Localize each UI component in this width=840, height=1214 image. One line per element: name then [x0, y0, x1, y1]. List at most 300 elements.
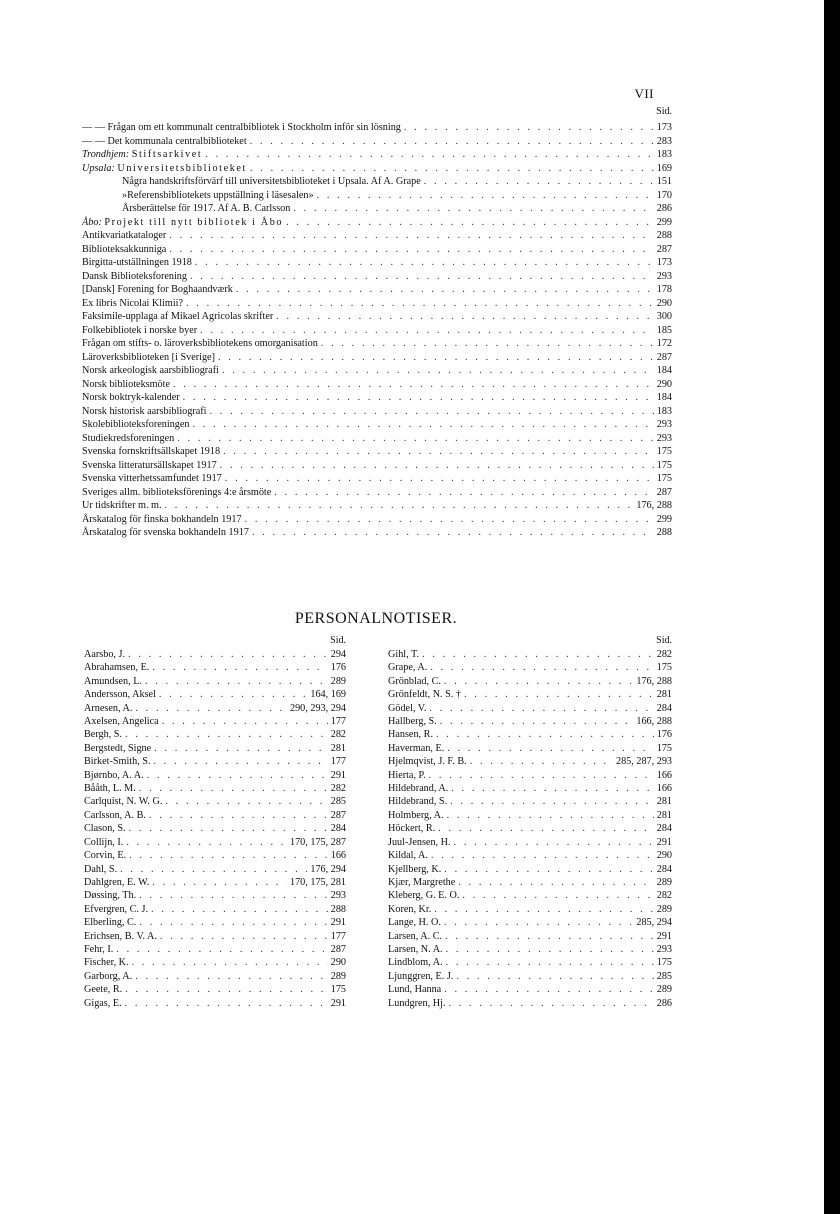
page-ref: 294: [330, 649, 346, 660]
entry-title: Folkebibliotek i norske byer: [82, 324, 198, 336]
page-ref: 175: [656, 459, 672, 471]
dot-leader: [145, 675, 328, 688]
page-ref: 289: [330, 675, 346, 687]
dot-leader: [160, 930, 328, 943]
page-ref: 281: [656, 689, 672, 701]
dot-leader: [190, 270, 654, 284]
person-entry: [388, 661, 672, 674]
dot-leader: [205, 148, 653, 162]
entry-title: Fehr, I.: [84, 943, 114, 955]
person-entry: [84, 876, 346, 889]
entry-title: Lange, H. O.: [388, 917, 441, 929]
dot-leader: [450, 795, 654, 808]
page-ref: 286: [656, 997, 672, 1009]
toc-entry: [82, 432, 672, 446]
page-ref: 166, 288: [636, 716, 672, 728]
page-ref: 170: [656, 189, 672, 201]
page-ref: 287: [330, 809, 346, 821]
page-ref: 289: [656, 876, 672, 888]
page-ref: 184: [656, 365, 672, 376]
dot-leader: [464, 688, 654, 701]
toc-entry: [82, 162, 672, 176]
dot-leader: [447, 809, 654, 822]
entry-title: Fischer, K.: [84, 957, 129, 969]
dot-leader: [444, 675, 633, 688]
person-entry: [84, 782, 346, 795]
page-ref: 285, 294: [636, 917, 672, 929]
page-ref: 289: [656, 903, 672, 915]
entry-title: Ex libris Nicolai Klimii?: [82, 297, 184, 309]
person-entry: [84, 822, 346, 835]
page-ref: 300: [656, 311, 672, 322]
dot-leader: [195, 256, 654, 270]
toc-entry: [82, 175, 672, 189]
entry-title: Dahlgren, E. W.: [84, 876, 150, 888]
entry-title: Hildebrand, S.: [388, 796, 448, 808]
entry-title: Hallberg, S.: [388, 716, 437, 728]
person-entry: [388, 863, 672, 876]
page-ref: 169: [656, 162, 672, 174]
person-entry: [84, 983, 346, 996]
entry-title: Aarsbo, J.: [84, 649, 126, 660]
entry-title: Årskatalog för svenska bokhandeln 1917: [82, 527, 249, 538]
dot-leader: [218, 351, 654, 365]
page-ref: 291: [330, 997, 346, 1009]
page-ref: 184: [656, 392, 672, 403]
page-ref: 289: [656, 984, 672, 996]
dot-leader: [222, 364, 654, 378]
dot-leader: [448, 997, 653, 1010]
dot-leader: [252, 526, 654, 540]
entry-title: Carlsson, A. B.: [84, 809, 146, 821]
place-prefix: Upsala:: [82, 162, 115, 174]
dot-leader: [440, 715, 634, 728]
page-ref: 287: [656, 486, 672, 498]
page-ref: 176: [656, 729, 672, 741]
dot-leader: [422, 648, 654, 661]
person-entry: [84, 661, 346, 674]
dot-leader: [446, 943, 654, 956]
dot-leader: [139, 889, 328, 902]
entry-title: Hansen, R.: [388, 729, 433, 741]
entry-title: Norsk arkeologisk aarsbibliografi: [82, 365, 219, 376]
person-entry: [388, 675, 672, 688]
person-entry: [388, 983, 672, 996]
entry-title: Läroverksbiblioteken [i Sverige]: [82, 351, 215, 363]
person-entry: [84, 688, 346, 701]
page-ref: 284: [656, 702, 672, 714]
person-entry: [388, 648, 672, 661]
page-ref: 291: [330, 769, 346, 781]
person-entry: [84, 795, 346, 808]
page-ref: 176: [330, 662, 346, 674]
dot-leader: [462, 889, 653, 902]
entry-title: Studiekredsforeningen: [82, 432, 175, 444]
page-ref: 299: [656, 216, 672, 228]
person-entry: [388, 889, 672, 902]
entry-title: Erichsen, B. V. A.: [84, 930, 157, 942]
person-entry: [388, 997, 672, 1010]
dot-leader: [177, 432, 653, 446]
dot-leader: [152, 661, 327, 674]
dot-leader: [276, 310, 653, 324]
dot-leader: [293, 202, 653, 216]
person-entry: [388, 688, 672, 701]
entry-title: »Referensbibliotekets uppställning i läsesalen»: [122, 189, 314, 201]
dot-leader: [431, 849, 654, 862]
dot-leader: [245, 513, 654, 527]
person-entry: [388, 809, 672, 822]
toc-entry: [82, 216, 672, 230]
entry-title: Abrahamsen, E.: [84, 662, 150, 674]
page-ref: 290, 293, 294: [289, 702, 346, 714]
entry-title: Kjellberg, K.: [388, 863, 442, 875]
dot-leader: [125, 728, 328, 741]
page-ref: 166: [330, 850, 346, 862]
dot-leader: [154, 742, 328, 755]
page-ref: 173: [656, 122, 672, 133]
dot-leader: [434, 903, 653, 916]
entry-title: Lindblom, A.: [388, 957, 443, 969]
person-entry: [388, 822, 672, 835]
page-ref: 164, 169: [310, 689, 346, 701]
dot-leader: [250, 135, 654, 149]
dot-leader: [225, 472, 654, 486]
page-ref: 183: [656, 405, 672, 417]
dot-leader: [250, 162, 654, 176]
page-ref: 185: [656, 324, 672, 336]
dot-leader: [139, 782, 328, 795]
personal-heading: PERSONALNOTISER.: [294, 610, 458, 627]
entry-title: Svenska litteratursällskapet 1917: [82, 459, 217, 471]
person-entry: [84, 863, 346, 876]
entry-title: Døssing, Th.: [84, 890, 137, 902]
page-ref: 287: [656, 243, 672, 255]
place-prefix: Åbo:: [82, 216, 102, 228]
page-ref: 178: [656, 284, 672, 295]
person-entry: [84, 769, 346, 782]
dot-leader: [430, 661, 653, 674]
person-entry: [84, 742, 346, 755]
entry-title: Kjær, Margrethe: [388, 876, 456, 888]
toc-entry: [82, 310, 672, 324]
page-ref: 177: [330, 930, 346, 942]
dot-leader: [456, 970, 653, 983]
page-ref: 282: [656, 649, 672, 660]
dot-leader: [139, 916, 327, 929]
dot-leader: [317, 189, 654, 203]
page-ref: 288: [656, 230, 672, 241]
page-ref: 290: [656, 850, 672, 862]
page-ref: 290: [330, 957, 346, 969]
page-ref: 290: [656, 297, 672, 309]
dot-leader: [120, 863, 307, 876]
person-entry: [84, 809, 346, 822]
dot-leader: [147, 769, 328, 782]
entry-title: Geete, R.: [84, 984, 123, 996]
dot-leader: [125, 997, 328, 1010]
page-ref: 175: [656, 662, 672, 674]
dot-leader: [286, 216, 654, 230]
toc-entry: [82, 486, 672, 500]
page-ref: 291: [656, 930, 672, 942]
entry-text: [82, 148, 202, 162]
entry-title: Hierta, P.: [388, 769, 426, 781]
dot-leader: [321, 337, 654, 351]
dot-leader: [169, 243, 653, 257]
page-ref: 175: [330, 984, 346, 996]
entry-title: Larsen, A. C.: [388, 930, 443, 942]
page-ref: 293: [656, 943, 672, 955]
entry-title: Arnesen, A.: [84, 702, 133, 714]
entry-title: Lund, Hanna: [388, 984, 442, 996]
entry-title: Ur tidskrifter m. m.: [82, 500, 162, 511]
page-ref: 290: [656, 378, 672, 390]
entry-title: Grönfeldt, N. S. †: [388, 689, 462, 701]
person-entry: [84, 916, 346, 929]
entry-title: — — Det kommunala centralbiblioteket: [82, 135, 247, 147]
entry-title: Grönblad, C.: [388, 675, 441, 687]
person-entry: [388, 755, 672, 768]
person-entry: [84, 903, 346, 916]
entry-title: Holmberg, A.: [388, 809, 444, 821]
page-ref: 288: [330, 903, 346, 915]
entry-title: Bergh, S.: [84, 729, 123, 741]
entry-title: Amundsen, L.: [84, 675, 143, 687]
entry-title: Norsk boktryk-kalender: [82, 392, 180, 403]
person-entry: [84, 889, 346, 902]
person-entry: [388, 956, 672, 969]
entry-title: Universitetsbiblioteket: [117, 162, 247, 174]
entry-title: Biblioteksakkunniga: [82, 243, 167, 255]
page-ref: 285: [330, 796, 346, 808]
entry-title: Kildal, A.: [388, 850, 428, 862]
dot-leader: [424, 175, 654, 189]
entry-title: Elberling, C.: [84, 917, 137, 929]
entry-text: [82, 162, 247, 176]
dot-leader: [165, 795, 327, 808]
person-entry: [84, 970, 346, 983]
entry-title: Juul-Jensen, H.: [388, 836, 451, 848]
person-entry: [388, 943, 672, 956]
entry-title: Svenska vitterhetssamfundet 1917: [82, 473, 222, 484]
toc-entry: [82, 418, 672, 432]
entry-title: Hjelmqvist, J. F. B.: [388, 756, 467, 768]
page-ref: 175: [656, 742, 672, 754]
page-ref: 293: [330, 890, 346, 902]
page-ref: 289: [330, 970, 346, 982]
entry-title: [Dansk] Forening for Boghaandværk: [82, 284, 233, 295]
page-number: VII: [634, 86, 654, 101]
entry-title: Hildebrand, A.: [388, 783, 449, 795]
page-ref: 291: [656, 836, 672, 848]
entry-text: [82, 216, 283, 230]
person-entry: [84, 755, 346, 768]
dot-leader: [149, 809, 328, 822]
dot-leader: [129, 849, 328, 862]
entry-title: Höckert, R.: [388, 823, 436, 835]
toc-entry: [82, 243, 672, 257]
toc-entry: [82, 351, 672, 365]
dot-leader: [183, 391, 654, 405]
dot-leader: [470, 755, 613, 768]
toc-entry: [82, 229, 672, 243]
entry-title: Kleberg, G. E. O.: [388, 890, 460, 902]
person-entry: [388, 715, 672, 728]
page-ref: 293: [656, 419, 672, 430]
entry-title: Efvergren, C. J.: [84, 903, 149, 915]
entry-title: Gödel, V.: [388, 702, 427, 714]
entry-title: Collijn, I.: [84, 836, 124, 848]
page-ref: 293: [656, 270, 672, 282]
page-ref: 287: [330, 943, 346, 955]
person-entry: [388, 728, 672, 741]
dot-leader: [454, 836, 654, 849]
entry-title: Bååth, L. M.: [84, 783, 136, 795]
entry-title: Andersson, Aksel: [84, 689, 156, 701]
dot-leader: [444, 916, 633, 929]
toc-entry: [82, 256, 672, 270]
person-entry: [388, 916, 672, 929]
entry-title: Birgitta-utställningen 1918: [82, 257, 192, 268]
entry-title: — — Frågan om ett kommunalt centralbibliotek i Stockholm inför sin lösning: [82, 122, 401, 133]
entry-title: Birket-Smith, S.: [84, 756, 151, 768]
dot-leader: [162, 715, 328, 728]
entry-title: Stiftsarkivet: [131, 149, 203, 160]
right-sid-label: Sid.: [656, 635, 672, 646]
dot-leader: [446, 956, 654, 969]
person-entry: [388, 970, 672, 983]
person-entry: [84, 836, 346, 849]
entry-title: Bergstedt, Signe: [84, 742, 152, 754]
page-ref: 176, 294: [310, 863, 346, 875]
personal-left-column: [84, 648, 346, 1010]
person-entry: [388, 742, 672, 755]
page-ref: 175: [656, 473, 672, 484]
page-ref: 284: [656, 823, 672, 835]
toc-entry: [82, 391, 672, 405]
page-ref: 281: [330, 742, 346, 754]
person-entry: [84, 702, 346, 715]
person-entry: [388, 876, 672, 889]
entry-title: Skolebiblioteksforeningen: [82, 419, 190, 430]
dot-leader: [116, 943, 327, 956]
dot-leader: [404, 121, 654, 135]
person-entry: [388, 903, 672, 916]
dot-leader: [125, 983, 328, 996]
person-entry: [388, 849, 672, 862]
page-ref: 287: [656, 351, 672, 363]
page-ref: 183: [656, 149, 672, 160]
person-entry: [388, 795, 672, 808]
toc-entry: [82, 378, 672, 392]
page-ref: 281: [656, 796, 672, 808]
dot-leader: [458, 876, 653, 889]
person-entry: [388, 930, 672, 943]
entry-title: Garborg, A.: [84, 970, 133, 982]
person-entry: [388, 702, 672, 715]
entry-title: Bjørnbo, A. A.: [84, 769, 144, 781]
person-entry: [388, 769, 672, 782]
dot-leader: [438, 822, 653, 835]
entry-title: Ljunggren, E. J.: [388, 970, 454, 982]
page-ref: 293: [656, 432, 672, 444]
entry-title: Koren, Kr.: [388, 903, 432, 915]
dot-leader: [200, 324, 654, 338]
toc-entry: [82, 283, 672, 297]
toc-list: [82, 121, 672, 540]
page-ref: 175: [656, 446, 672, 457]
page-ref: 175: [656, 957, 672, 969]
dot-leader: [451, 782, 653, 795]
dot-leader: [129, 822, 328, 835]
entry-title: Clason, S.: [84, 823, 126, 835]
entry-title: Dansk Biblioteksforening: [82, 270, 187, 282]
dot-leader: [135, 702, 287, 715]
toc-entry: [82, 135, 672, 149]
person-entry: [84, 715, 346, 728]
dot-leader: [128, 648, 328, 661]
person-entry: [84, 648, 346, 661]
entry-title: Norsk historisk aarsbibliografi: [82, 405, 207, 417]
entry-title: Frågan om stifts- o. läroverksbibliotekens omorganisation: [82, 338, 318, 349]
toc-entry: [82, 405, 672, 419]
dot-leader: [236, 283, 654, 297]
entry-title: Corvin, E.: [84, 850, 127, 862]
dot-leader: [151, 903, 328, 916]
page-ref: 166: [656, 769, 672, 781]
toc-entry: [82, 202, 672, 216]
dot-leader: [223, 445, 654, 459]
toc-entry: [82, 459, 672, 473]
person-entry: [84, 849, 346, 862]
dot-leader: [444, 863, 653, 876]
dot-leader: [159, 688, 307, 701]
left-sid-label: Sid.: [330, 635, 346, 646]
dot-leader: [173, 378, 654, 392]
person-entry: [388, 836, 672, 849]
person-entry: [84, 930, 346, 943]
entry-title: Grape, A.: [388, 662, 428, 674]
dot-leader: [186, 297, 654, 311]
entry-title: Haverman, E.: [388, 742, 445, 754]
entry-title: Projekt till nytt bibliotek i Åbo: [104, 216, 284, 228]
dot-leader: [132, 956, 328, 969]
entry-title: Sveriges allm. biblioteksförenings 4:e årsmöte: [82, 486, 272, 498]
dot-leader: [154, 755, 328, 768]
entry-title: Svenska fornskriftsällskapet 1918: [82, 446, 221, 457]
page-ref: 283: [656, 135, 672, 147]
dot-leader: [447, 742, 653, 755]
dot-leader: [445, 930, 654, 943]
dot-leader: [429, 702, 653, 715]
page-ref: 282: [330, 783, 346, 795]
dot-leader: [210, 405, 654, 419]
toc-entry: [82, 337, 672, 351]
personal-right-column: [388, 648, 672, 1010]
dot-leader: [152, 876, 287, 889]
page-ref: 291: [330, 917, 346, 929]
person-entry: [84, 956, 346, 969]
toc-entry: [82, 270, 672, 284]
page-ref: 172: [656, 338, 672, 349]
toc-entry: [82, 526, 672, 540]
person-entry: [388, 782, 672, 795]
toc-entry: [82, 364, 672, 378]
page-ref: 286: [656, 203, 672, 214]
person-entry: [84, 943, 346, 956]
page-ref: 166: [656, 783, 672, 795]
